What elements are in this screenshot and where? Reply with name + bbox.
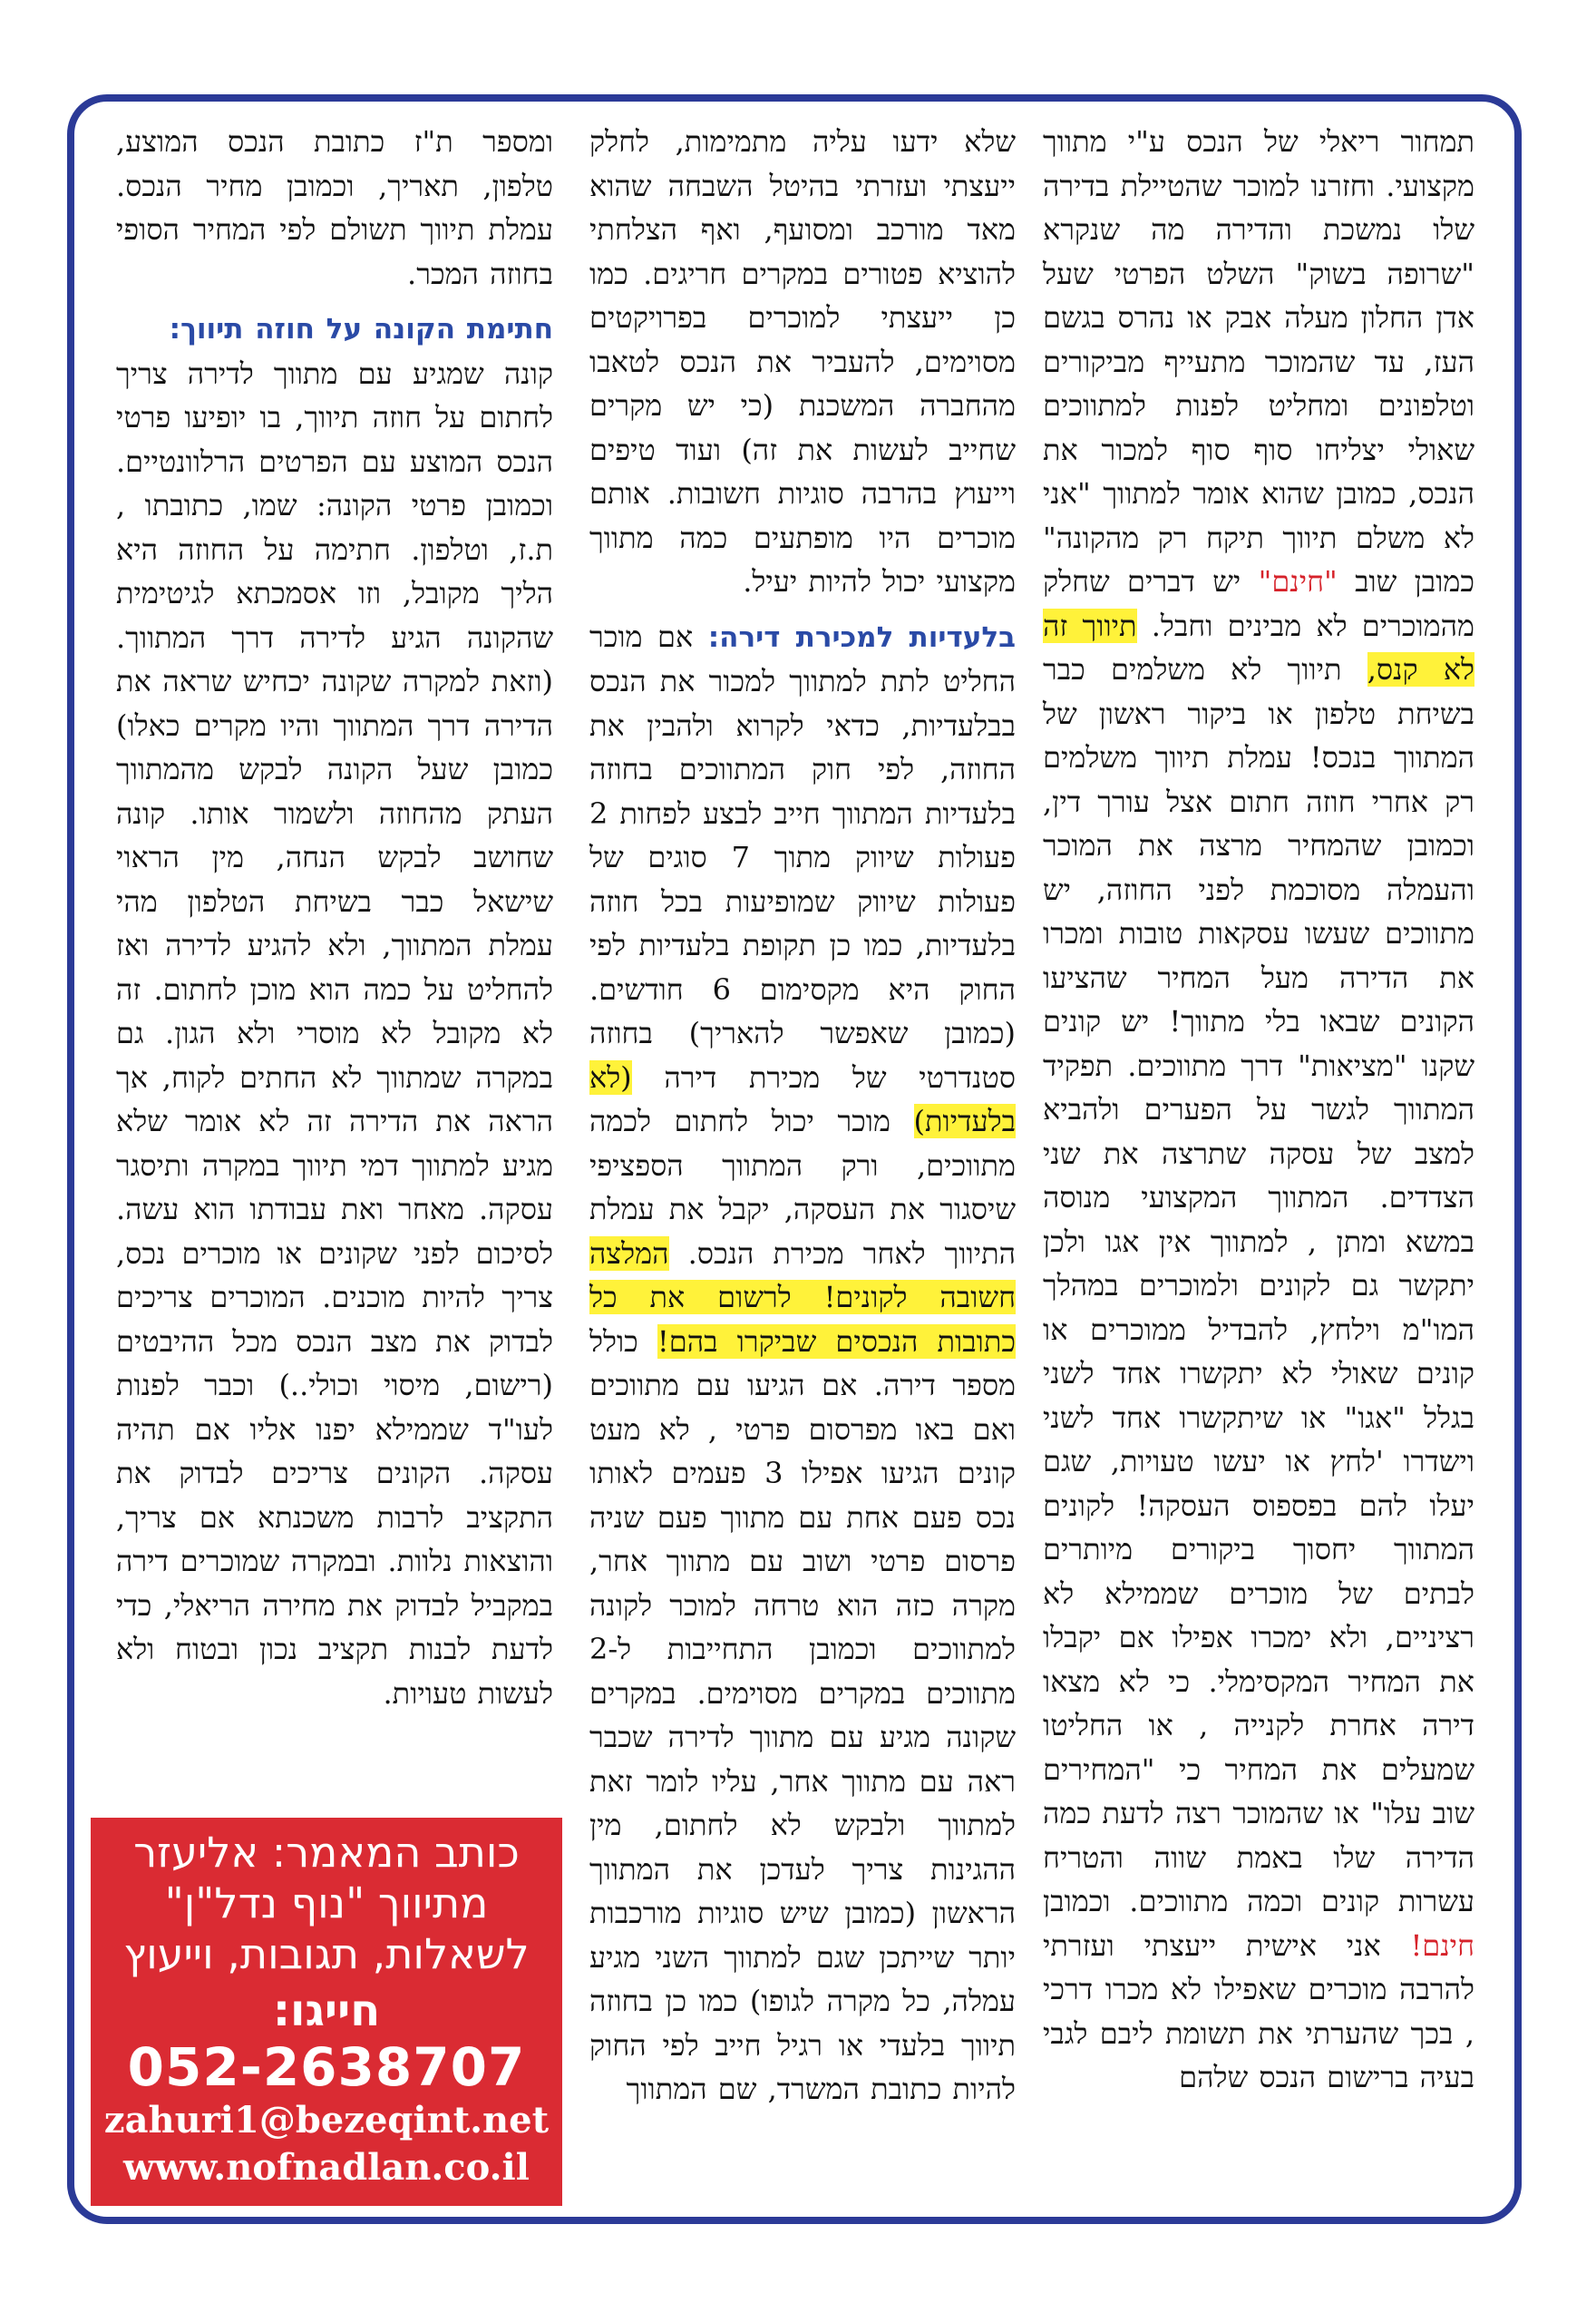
section-heading: בלעדיות למכירת דירה: xyxy=(707,620,1017,654)
spacer xyxy=(589,604,1016,615)
text-run: כולל מספר דירה. אם הגיעו עם מתווכים ואם באו מפרסום פרטי , לא מעט קונים הגיעו אפילו 3 פעמים לאותו נכס פעם אחת עם מתווך פעם שניה פרסום פרטי ושוב עם מתווך אחר, מקרה כזה הוא טרחה למוכר לקונה למתווכים וכמובן התחייבות ל-2 מתווכים במקרים מסוימים. במקרים שקונה מגיע עם מתווך לדירה שכבר ראה עם מתווך אחר, עליו לומר זאת למתווך ולבקש לא לחתום, מין ההגינות צריך לעדכן את המתווך הראשון (כמובן שיש סוגיות מורכבות יותר שייתכן שגם למתווך השני מגיע עמלה, כל מקרה לגופו) כמו כן בחוזה תיווך בלעדי או רגיל חייב לפי החוק להיות כתובת המשרד, שם המתווך xyxy=(589,1323,1017,2106)
phone-number[interactable]: 052-2638707 xyxy=(127,2036,526,2098)
agency-line: מתיווך "נוף נדל"ן" xyxy=(164,1878,489,1927)
red-emphasis: חינם! xyxy=(1410,1927,1474,1963)
paragraph xyxy=(589,615,1016,2112)
paragraph: קונה שמגיע עם מתווך לדירה צריך לחתום על חוזה תיווך, בו יופיעו פרטי הנכס המוצע עם הפרטים הרלוונטיים. וכמובן פרטי הקונה: שמו, כתובתו , ת.ז, וטלפון. חתימה על החוזה היא הליך מקובל, וזו אסמכתא לגיטימית שהקונה הגיע לדירה דרך המתווך. (וזאת למקרה שקונה יכחיש שראה את הדירה דרך המתווך והיו מקרים כאלו) כמובן שעל הקונה לבקש מהמתווך העתק מהחוזה ולשמור אותו. קונה שחושב לבקש הנחה, מין הראוי שישאל כבר בשיחת הטלפון מהי עמלת המתווך, ולא להגיע לדירה ואז להחליט על כמה הוא מוכן לחתום. זה לא מקובל לא מוסרי ולא הגון. גם במקרה שמתווך לא החתים לקוח, אך הראה את הדירה זה לא אומר שלא מגיע למתווך דמי תיווך במקרה ותיסגר עסקה. מאחר ואת עבודתו הוא עשה. לסיכום לפני שקונים או מוכרים נכס, צריך להיות מוכנים. המוכרים צריכים לבדוק את מצב הנכס מכל ההיבטים (רישום, מיסוי וכולי..) וכבר לפנות לעו"ד שממילא יפנו אליו אם תהיה עסקה. הקונים צריכים לבדוק את התקציב לרבות משכנתא אם צריך, והוצאות נלוות. ובמקרה שמוכרים דירה במקביל לבדוק את מחירה הריאלי, כדי לדעת לבנות תקציב נכון ובטוח ולא לעשות טעויות. xyxy=(116,356,553,1711)
contact-ad-box xyxy=(91,1818,562,2206)
text-run: יש דברים שחלק מהמוכרים לא מבינים וחבל. xyxy=(1043,564,1474,643)
text-run: אם מוכר החליט לתת למתווך למכור את הנכס בבלעדיות, כדאי לקרוא ולהבין את החוזה, לפי חוק המתווכים בחוזה בלעדיות המתווך חייב לבצע לפחות 2 פעולות שיווק מתוך 7 סוגים של פעולות שיווק שמופיעות בכל חוזה בלעדיות, כמו כן תקופת בלעדיות לפי החוק היא מקסימום 6 חודשים.(כמובן שאפשר להאריך) בחוזה סטנדרטי של מכירת דירה xyxy=(589,619,1017,1095)
highlighted-text: המלצה חשובה לקונים! לרשום את כל כתובות הנכסים שביקרו בהם! xyxy=(589,1235,1017,1359)
email-address[interactable]: zahuri1@bezeqint.net xyxy=(103,2099,550,2142)
text-run: תיווך לא משלמים כבר בשיחת טלפון או ביקור ראשון של המתווך בנכס! עמלת תיווך משלמים רק אחרי חוזה חתום אצל עורך דין, וכמובן שהמחיר מרצה את המוכר והעמלה מסוכמת לפני החוזה, יש מתווכים שעשו עסקאות טובות ומכרו את הדירה מעל המחיר שהציעו הקונים שבאו בלי מתווך! יש קונים שקנו "מציאות" דרך מתווכים. תפקיד המתווך לגשר על הפערים ולהביא למצב של עסקה שתרצה את שני הצדדים. המתווך המקצועי מנוסה במשא ומתן , למתווך אין אגו ולכן יתקשר גם לקונים ולמוכרים במהלך המו"מ וילחץ, להבדיל ממוכרים או קונים שאולי לא יתקשרו אחד לשני בגלל "אגו" או שיתקשרו אחד לשני וישדרו 'לחץ או יעשו טעויות, שגם יעלו להם בפספוס העסקה! לקונים המתווך יחסוך ביקורים מיותרים לבתים של מוכרים שממילא לא רציניים, ולא ימכרו אפילו אם יקבלו את המחיר המקסימלי. כי לא מצאו דירה אחרת לקנייה , או החליטו שמעלים את המחיר כי "המחירים שוב עלו" או שהמוכר רצה לדעת כמה הדירה שלו באמת שווה והטריח עשרות קונים וכמה מתווכים. וכמובן xyxy=(1043,652,1474,1918)
highlighted-text: (לא בלעדיות) xyxy=(589,1059,1017,1138)
red-emphasis: "חינם" xyxy=(1258,564,1338,599)
text-run: תמחור ריאלי של הנכס ע"י מתווך מקצועי. וחזרנו למוכר שהטיילת בדירה שלו נמשכת והדירה מה שנקרא "שרופה בשוק" השלט הפרטי שעל אדן החלון מעלה אבק או נהרס בגשם העז, עד שהמוכר מתעייף מביקורים וטלפונים ומחליט לפנות למתווכים שאולי יצליחו סוף סוף למכור את הנכס, כמובן שהוא אומר למתווך "אני לא משלם תיווך תיקח רק מהקונה" כמובן שוב xyxy=(1043,124,1475,599)
services-line: לשאלות, תגובות, וייעוץ xyxy=(123,1929,530,1978)
website-link[interactable]: www.nofnadlan.co.il xyxy=(123,2146,530,2189)
call-label: חייגו: xyxy=(272,1985,381,2036)
article-column-middle xyxy=(589,120,1016,2112)
text-run: מוכר יכול לחתום לכמה מתווכים, ורק המתווך הספציפי שיסגור את העסקה, יקבל את עמלת התיווך לאחר מכירת הנכס. xyxy=(589,1104,1016,1271)
paragraph: ומספר ת"ז כתובת הנכס המוצע, טלפון, תאריך, וכמובן מחיר הנכס. עמלת תיווך תשולם לפי המחיר הסופי בחוזה המכר. xyxy=(116,124,553,291)
paragraph xyxy=(1043,120,1474,2100)
article-column-left xyxy=(116,120,553,1715)
highlighted-text: תיווך זה לא קנס, xyxy=(1043,608,1475,687)
paragraph xyxy=(116,307,553,352)
paragraph: שלא ידעו עליה מתמימות, לחלק ייעצתי ועזרתי בהיטל השבחה שהוא מאד מורכב ומסועף, ואף הצלחתי להוציא פטורים במקרים חריגים. כמו כן ייעצתי למוכרים בפרויקטים מסוימים, להעביר את הנכס לטאבו מהחברה המשכנת (כי יש מקרים שחייב לעשות את זה) ועוד טיפים וייעוץ בהרבה סוגיות חשובות. אותם מוכרים היו מופתעים כמה מתווך מקצועי יכול להיות יעיל. xyxy=(589,124,1016,599)
author-line: כותב המאמר: אליעזר xyxy=(133,1828,520,1877)
spacer xyxy=(116,296,553,307)
section-heading: חתימת הקונה על חוזה תיווך: xyxy=(169,313,553,346)
text-run: אני אישית ייעצתי ועזרתי להרבה מוכרים שאפילו לא מכרו דרכי , בכך שהערתי את תשומת ליבם לגבי בעיה ברישום הנכס שלהם xyxy=(1043,1927,1474,2094)
article-column-right xyxy=(1043,120,1474,2100)
